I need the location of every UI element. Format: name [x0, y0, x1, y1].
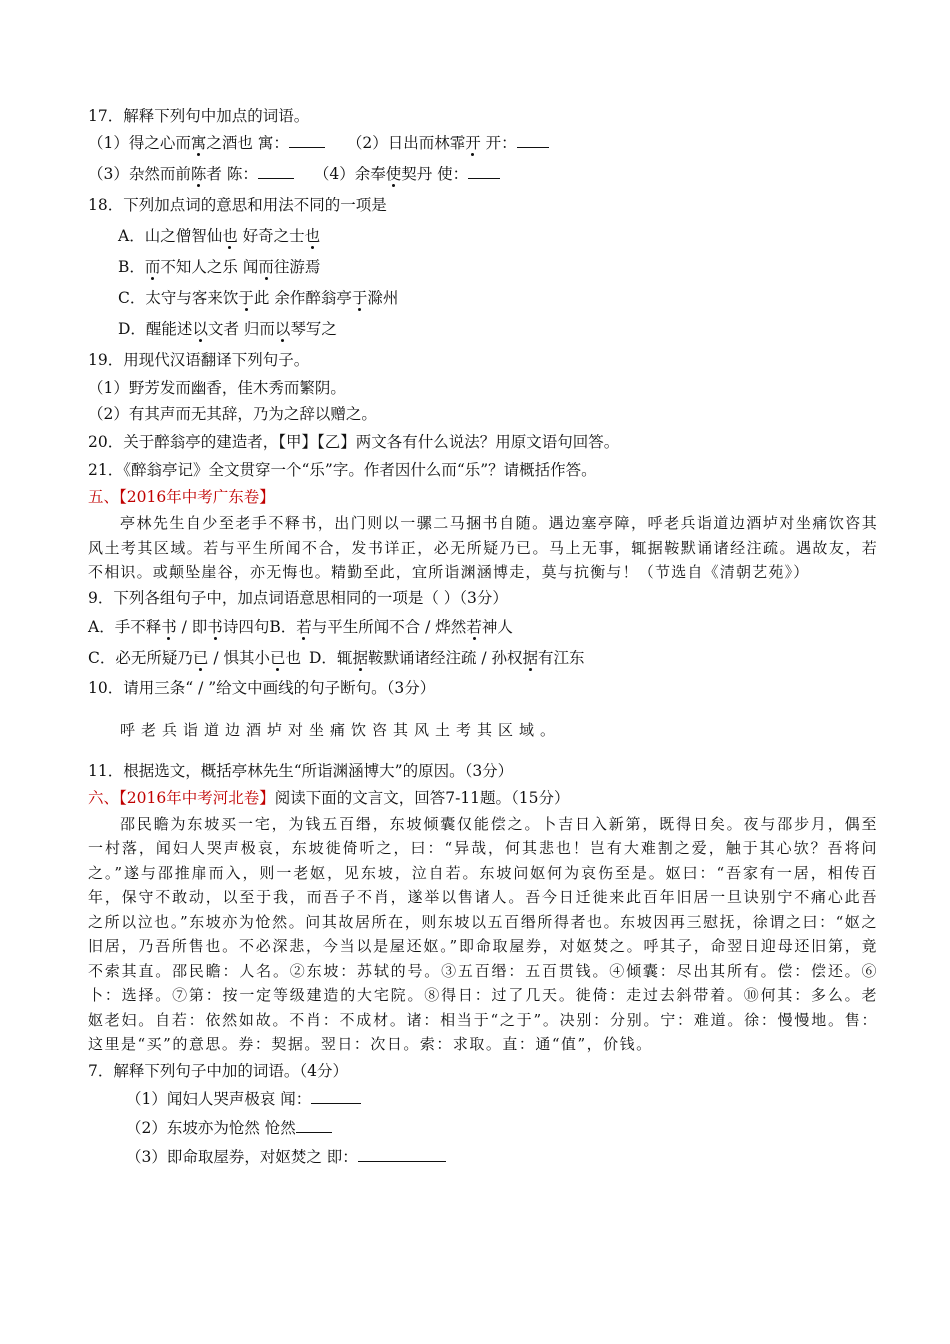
- text-fragment: 契丹 使：: [401, 165, 469, 183]
- answer-blank[interactable]: [289, 133, 325, 148]
- text-fragment: 六、: [88, 788, 120, 807]
- dotted-char: 书: [207, 617, 223, 636]
- document-page: [88, 104, 878, 1172]
- q17-items-3-4: [88, 159, 878, 190]
- text-fragment: 阅读下面的文言文，回答7-11题。（15分）: [274, 788, 570, 807]
- dotted-char: 已: [192, 648, 209, 667]
- text-fragment: 文者 归而: [207, 320, 275, 338]
- dotted-char: 寓: [190, 134, 207, 152]
- text-fragment: D．醒能述: [118, 320, 193, 338]
- dotted-char: 以: [274, 320, 291, 338]
- dotted-char: 陈: [190, 165, 207, 183]
- q7-item-3: [88, 1143, 878, 1172]
- q9-options-ab: [88, 612, 878, 643]
- text-fragment: D．辄: [309, 648, 353, 667]
- answer-blank[interactable]: [296, 1118, 332, 1133]
- dotted-char: 若: [466, 617, 482, 636]
- text-fragment: （1）闻妇人哭声极哀 闻：: [126, 1089, 312, 1108]
- section-6-heading: [88, 785, 878, 812]
- text-fragment: / 惧其小: [208, 648, 270, 667]
- text-fragment: A．山之僧智仙: [118, 227, 223, 245]
- text-fragment: A．手不释: [88, 617, 162, 636]
- text-fragment: （3）即命取屋券，对妪焚之 即：: [126, 1147, 358, 1166]
- dotted-char: 使: [385, 165, 402, 183]
- dotted-char: 若: [296, 617, 312, 636]
- text-fragment: 者 陈：: [206, 165, 258, 183]
- q11-title: 11．根据选文，概括亭林先生“所诣渊涵博大”的原因。（3分）: [88, 761, 514, 780]
- q10-sentence: 呼老兵诣道边酒垆对坐痛饮咨其风土考其区域。: [120, 720, 562, 739]
- answer-blank[interactable]: [358, 1147, 446, 1162]
- dotted-char: 开: [465, 134, 481, 152]
- q19-sentence-1: （1）野芳发而幽香，佳木秀而繁阴。: [88, 379, 346, 397]
- q7-item-2: [88, 1114, 878, 1143]
- text-fragment: 与平生所闻不合 / 烨然: [311, 617, 467, 636]
- q18-option-b: [88, 252, 878, 283]
- dotted-char: 也: [222, 227, 238, 245]
- q9-options-cd: [88, 643, 878, 674]
- text-fragment: 【2016年中考河北卷】: [119, 788, 275, 807]
- text-fragment: C．太守与客来饮: [118, 289, 239, 307]
- q21-title: 21．《醉翁亭记》全文贯穿一个“乐”字。作者因什么而“乐”？请概括作答。: [88, 461, 597, 479]
- text-fragment: 不知人之乐 闻: [160, 258, 259, 276]
- dotted-char: 以: [192, 320, 208, 338]
- text-fragment: 也: [285, 648, 301, 667]
- text-fragment: （3）杂然而前: [88, 165, 191, 183]
- text-fragment: 此 余作醉翁亭: [253, 289, 352, 307]
- dotted-char: 已: [269, 648, 286, 667]
- text-fragment: 开：: [480, 134, 517, 152]
- section-5-heading: [88, 484, 878, 511]
- text-fragment: 滁州: [367, 289, 399, 307]
- text-fragment: 五、: [88, 488, 120, 506]
- text-fragment: 之酒也 寓：: [206, 134, 289, 152]
- text-fragment: 往游焉: [273, 258, 321, 276]
- dotted-char: 而: [258, 258, 274, 276]
- section-6-passage: 邵民瞻为东坡买一宅，为钱五百缗，东坡倾囊仅能偿之。卜吉日入新第，既得日矣。夜与邵步月，偶至一村落，闻妇人哭声极哀，东坡徙倚听之，曰：“异哉，何其悲也！岂有大难割之爱，触于其心欤？吾将问之。”遂与邵推扉而入，则一老妪，见东坡，泣自若。东坡问妪何为哀伤至是。妪曰：“吾家有一居，相传百年，保守不敢动，以至于我，而吾子不肖，遂举以售诸人。吾今日迁徙来此百年旧居一旦诀别宁不痛心此吾之所以泣也。”东坡亦为怆然。问其故居所在，则东坡以五百缗所得者也。东坡因再三慰抚，徐谓之曰：“妪之旧居，乃吾所售也。不必深悲，今当以是屋还妪。”即命取屋券，对妪焚之。呼其子，命翌日迎母还旧第，竟不索其直。邵民瞻：人名。②东坡：苏轼的号。③五百缗：五百贯钱。④倾囊：尽出其所有。偿：偿还。⑥卜：选择。⑦第：按一定等级建造的大宅院。⑧得日：过了几天。徙倚：走过去斜带着。⑩何其：多么。老妪老妇。自若：依然如故。不肖：不成材。诸：相当于“之于”。决别：分别。宁：难道。徐：慢慢地。售：这里是“买”的意思。券：契据。翌日：次日。索：求取。直：通“值”，价钱。: [88, 814, 878, 1053]
- dotted-char: 于: [351, 289, 368, 307]
- text-fragment: 好奇之士: [237, 227, 305, 245]
- text-fragment: B．: [269, 617, 297, 636]
- q20-title: 20．关于醉翁亭的建造者，【甲】【乙】两文各有什么说法？用原文语句回答。: [88, 433, 620, 451]
- text-fragment: C．必无所疑乃: [88, 648, 193, 667]
- answer-blank[interactable]: [517, 133, 549, 148]
- text-fragment: （2）日出而林霏: [346, 134, 466, 152]
- answer-blank[interactable]: [258, 164, 294, 179]
- text-fragment: （4）余奉: [313, 165, 386, 183]
- dotted-char: 于: [238, 289, 254, 307]
- dotted-char: 书: [161, 617, 177, 636]
- q18-option-a: [88, 221, 878, 252]
- q19-title: 19．用现代汉语翻译下列句子。: [88, 351, 310, 369]
- q18-option-c: [88, 283, 878, 314]
- answer-blank[interactable]: [311, 1089, 361, 1104]
- q10-title: 10．请用三条“ / ”给文中画线的句子断句。（3分）: [88, 678, 436, 697]
- text-fragment: 有江东: [538, 648, 585, 667]
- dotted-char: 据: [522, 648, 539, 667]
- dotted-char: 而: [144, 258, 161, 276]
- dotted-char: 也: [304, 227, 321, 245]
- text-fragment: 【2016年中考广东卷】: [119, 488, 275, 506]
- answer-blank[interactable]: [468, 164, 500, 179]
- text-fragment: / 即: [176, 617, 208, 636]
- q7-item-1: [88, 1085, 878, 1114]
- text-fragment: （1）得之心而: [88, 134, 191, 152]
- q17-title: 17．解释下列句中加点的词语。: [88, 107, 310, 125]
- text-fragment: 琴写之: [290, 320, 337, 338]
- text-fragment: 诗四句: [222, 617, 270, 636]
- text-fragment: 神人: [481, 617, 513, 636]
- q18-option-d: [88, 314, 878, 345]
- q17-items-1-2: [88, 128, 878, 159]
- q18-title: 18．下列加点词的意思和用法不同的一项是: [88, 196, 387, 214]
- text-fragment: 鞍默诵诸经注疏 / 孙权: [367, 648, 523, 667]
- text-fragment: （2）东坡亦为怆然 怆然: [126, 1118, 296, 1137]
- text-fragment: B．: [118, 258, 145, 276]
- dotted-char: 据: [352, 648, 368, 667]
- q7-title: 7．解释下列句子中加的词语。（4分）: [88, 1061, 348, 1080]
- q9-title: 9．下列各组句子中，加点词语意思相同的一项是（ ）（3分）: [88, 588, 508, 607]
- section-5-passage: 亭林先生自少至老手不释书，出门则以一骡二马捆书自随。遇边塞亭障，呼老兵诣道边酒垆对坐痛饮咨其风土考其区域。若与平生所闻不合，发书详正，必无所疑乃已。马上无事，辄据鞍默诵诸经注疏。遇故友，若不相识。或颠坠崖谷，亦无悔也。精勤至此，宜所诣渊涵博走，莫与抗衡与！（节选自《清朝艺苑》）: [88, 514, 878, 581]
- q19-sentence-2: （2）有其声而无其辞，乃为之辞以赠之。: [88, 405, 377, 423]
